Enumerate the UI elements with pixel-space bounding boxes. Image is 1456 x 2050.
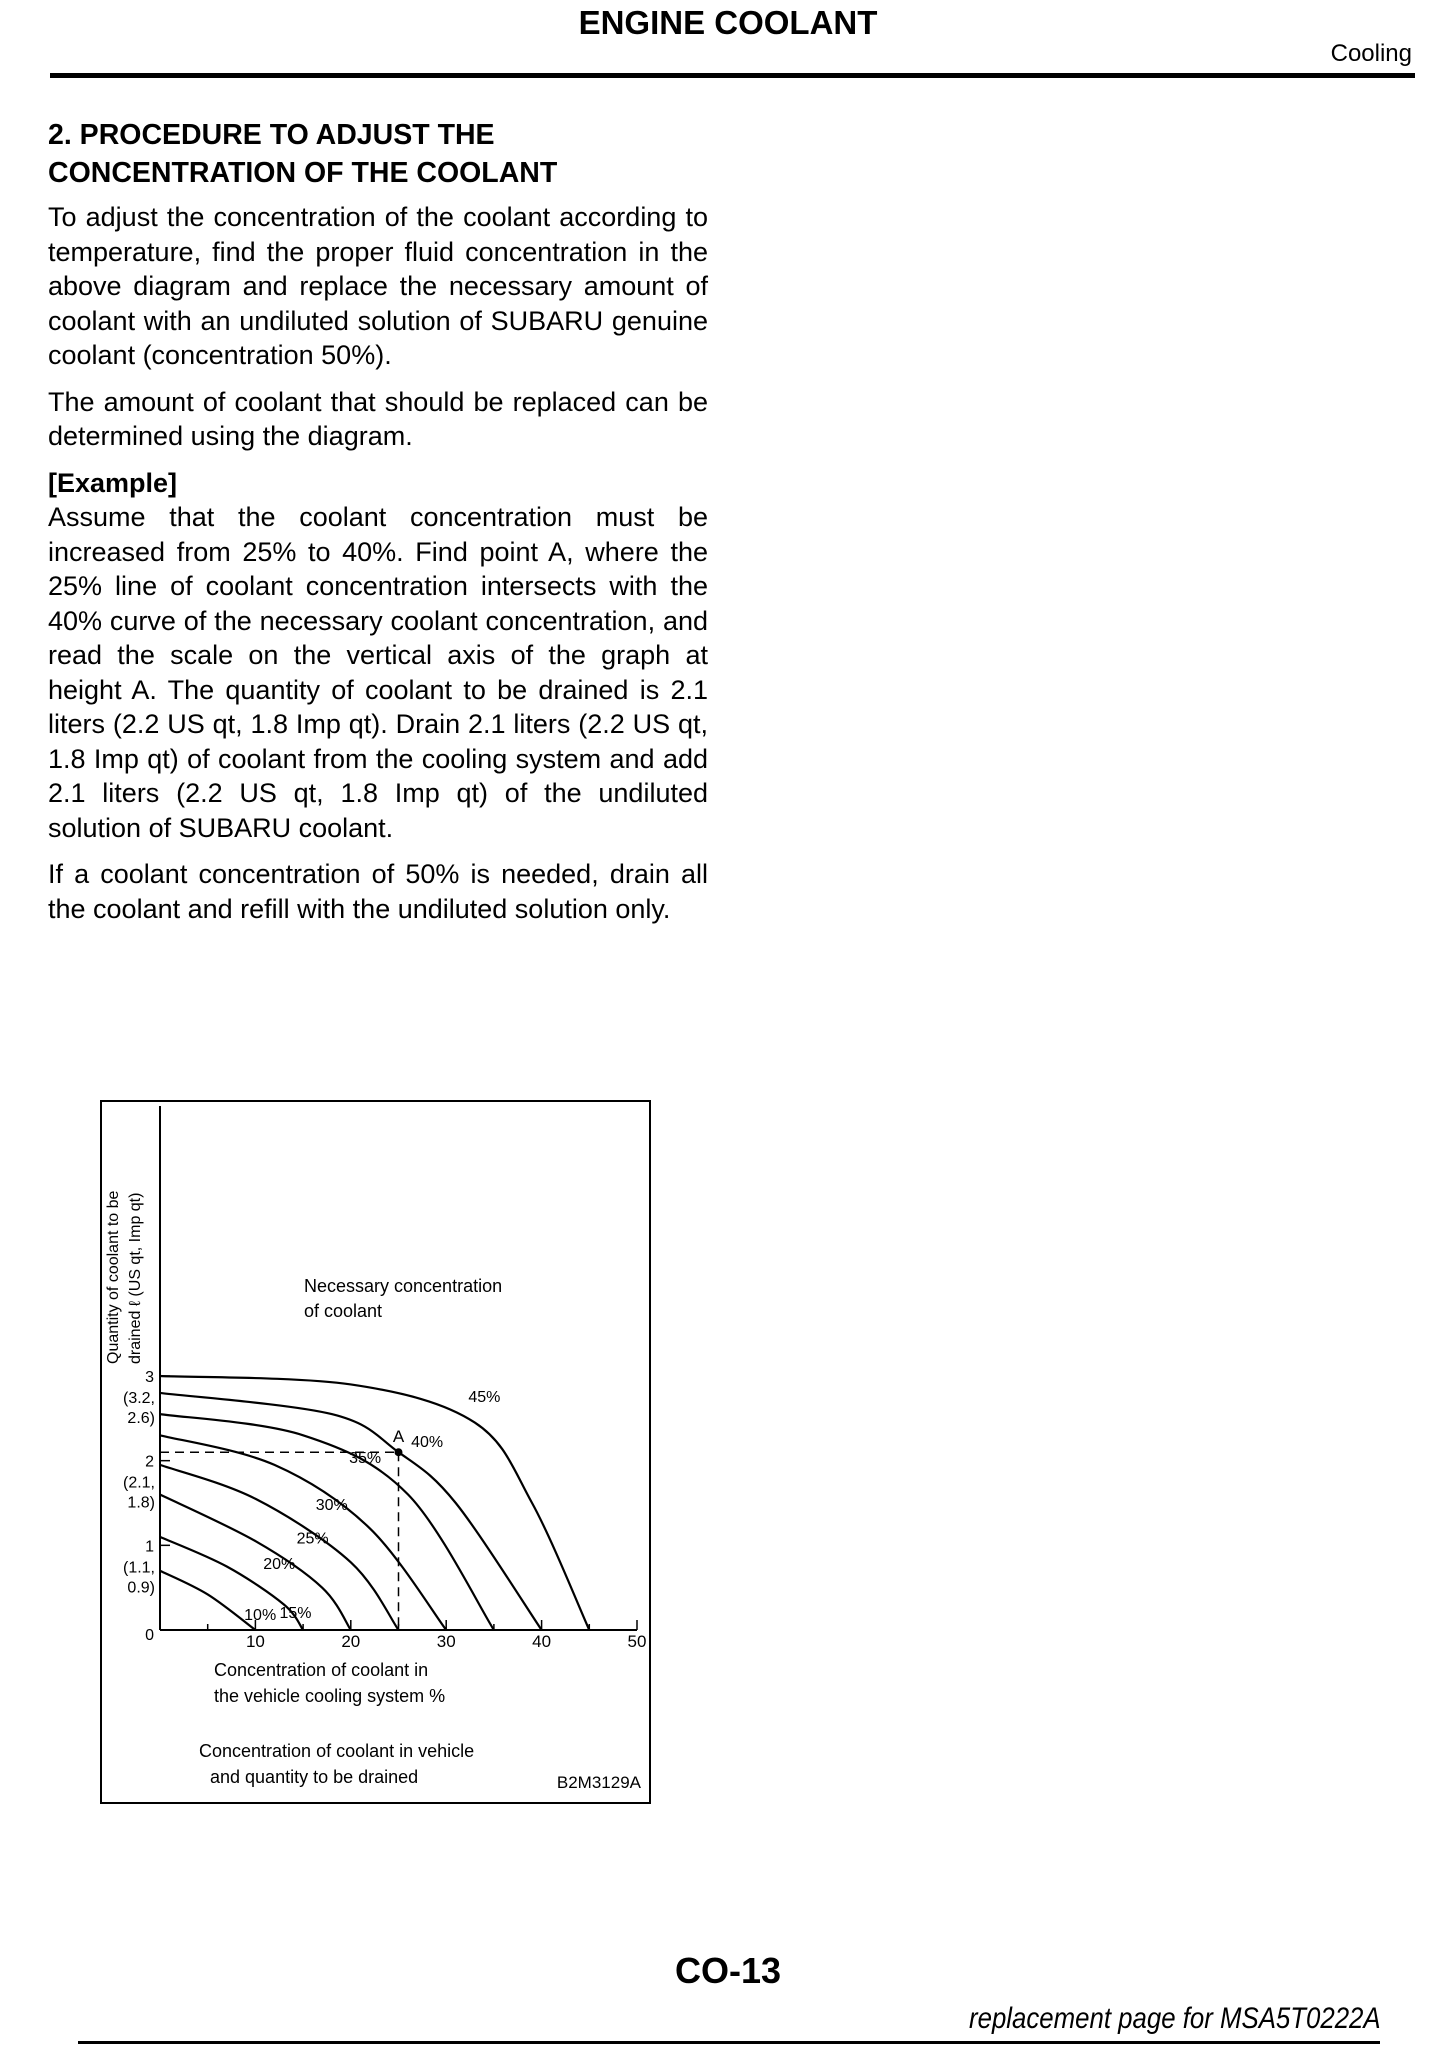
y-tick-sublabel: (1.1, (122, 1559, 155, 1577)
coolant-chart-figure (100, 1100, 651, 1804)
chart-curves (160, 1376, 589, 1630)
y-tick-sublabel: (2.1, (122, 1474, 155, 1492)
chart-caption: Concentration of coolant in vehicle (199, 1741, 475, 1761)
chart-caption: and quantity to be drained (210, 1767, 419, 1787)
section-label: Cooling (1330, 40, 1412, 67)
x-tick-label: 20 (341, 1632, 361, 1651)
paragraph-fifty-percent: If a coolant concentration of 50% is needed, drain all the coolant and refill with the undiluted solution only. (48, 859, 708, 924)
y-tick-label: 2 (145, 1453, 154, 1471)
point-a-marker (395, 1448, 403, 1456)
curve-label: 10% (244, 1606, 277, 1624)
chart-axes (160, 1106, 637, 1630)
curve-label: 30% (315, 1496, 348, 1514)
curve-label: 45% (468, 1389, 501, 1407)
paragraph-intro: To adjust the concentration of the coolant according to temperature, find the proper fluid concentration in the above diagram and replace the necessary amount of coolant with an undiluted solution of SUBARU genuine coolant (concentration 50%). (48, 202, 708, 370)
x-tick-label: 50 (627, 1632, 647, 1651)
paragraph-amount: The amount of coolant that should be replaced can be determined using the diagram. (48, 386, 708, 451)
curve-label: 20% (263, 1556, 296, 1574)
curve-label: 25% (296, 1530, 329, 1548)
coolant-chart (102, 1102, 649, 1802)
x-tick-label: 10 (245, 1632, 265, 1651)
x-tick-label: 40 (532, 1632, 552, 1651)
y-tick-label: 1 (145, 1538, 154, 1556)
curve-label: 35% (349, 1450, 382, 1468)
footer-rule (78, 2041, 1380, 2044)
y-tick-label: 3 (145, 1369, 154, 1386)
chart-labels (105, 1190, 646, 1792)
text-column (48, 116, 708, 938)
y-tick-sublabel: 2.6) (127, 1410, 155, 1427)
y-tick-label: 0 (145, 1627, 154, 1644)
heading-line-1: 2. PROCEDURE TO ADJUST THE (48, 119, 495, 151)
y-axis-label: drained ℓ (US qt, Imp qt) (127, 1192, 144, 1364)
y-tick-sublabel: 1.8) (127, 1494, 155, 1512)
page-number: CO-13 (674, 1950, 782, 1991)
curve-label: 15% (279, 1605, 312, 1623)
legend-label: of coolant (304, 1301, 383, 1321)
y-tick-sublabel: 0.9) (127, 1579, 155, 1597)
curve-10-percent (160, 1571, 255, 1630)
example-text: Assume that the coolant concentration must be increased from 25% to 40%. Find point A, where the 25% line of coolant concentration intersects with the 40% curve of the necessary coolant concentration, and read the scale on the vertical axis of the graph at height A. The quantity of coolant to be drained is 2.1 liters (2.2 US qt, 1.8 Imp qt). Drain 2.1 liters (2.2 US qt, 1.8 Imp qt) of coolant from the cooling system and add 2.1 liters (2.2 US qt, 1.8 Imp qt) of the undiluted solution of SUBARU coolant. (48, 502, 708, 843)
procedure-heading (48, 116, 708, 192)
x-tick-label: 30 (436, 1632, 456, 1651)
document-title: ENGINE COOLANT (578, 4, 878, 41)
example-heading: [Example] (48, 467, 178, 498)
figure-code: B2M3129A (556, 1773, 641, 1792)
legend-label: Necessary concentration (304, 1276, 503, 1296)
header-rule (50, 73, 1415, 78)
replacement-note: replacement page for MSA5T0222A (969, 2002, 1381, 2035)
y-axis-label: Quantity of coolant to be (105, 1190, 122, 1364)
heading-line-2: CONCENTRATION OF THE COOLANT (48, 157, 558, 189)
y-tick-sublabel: (3.2, (122, 1390, 155, 1407)
point-a-label: A (392, 1427, 405, 1447)
curve-label: 40% (411, 1434, 444, 1452)
x-axis-label: Concentration of coolant in (214, 1660, 429, 1680)
x-axis-label: the vehicle cooling system % (214, 1686, 446, 1706)
